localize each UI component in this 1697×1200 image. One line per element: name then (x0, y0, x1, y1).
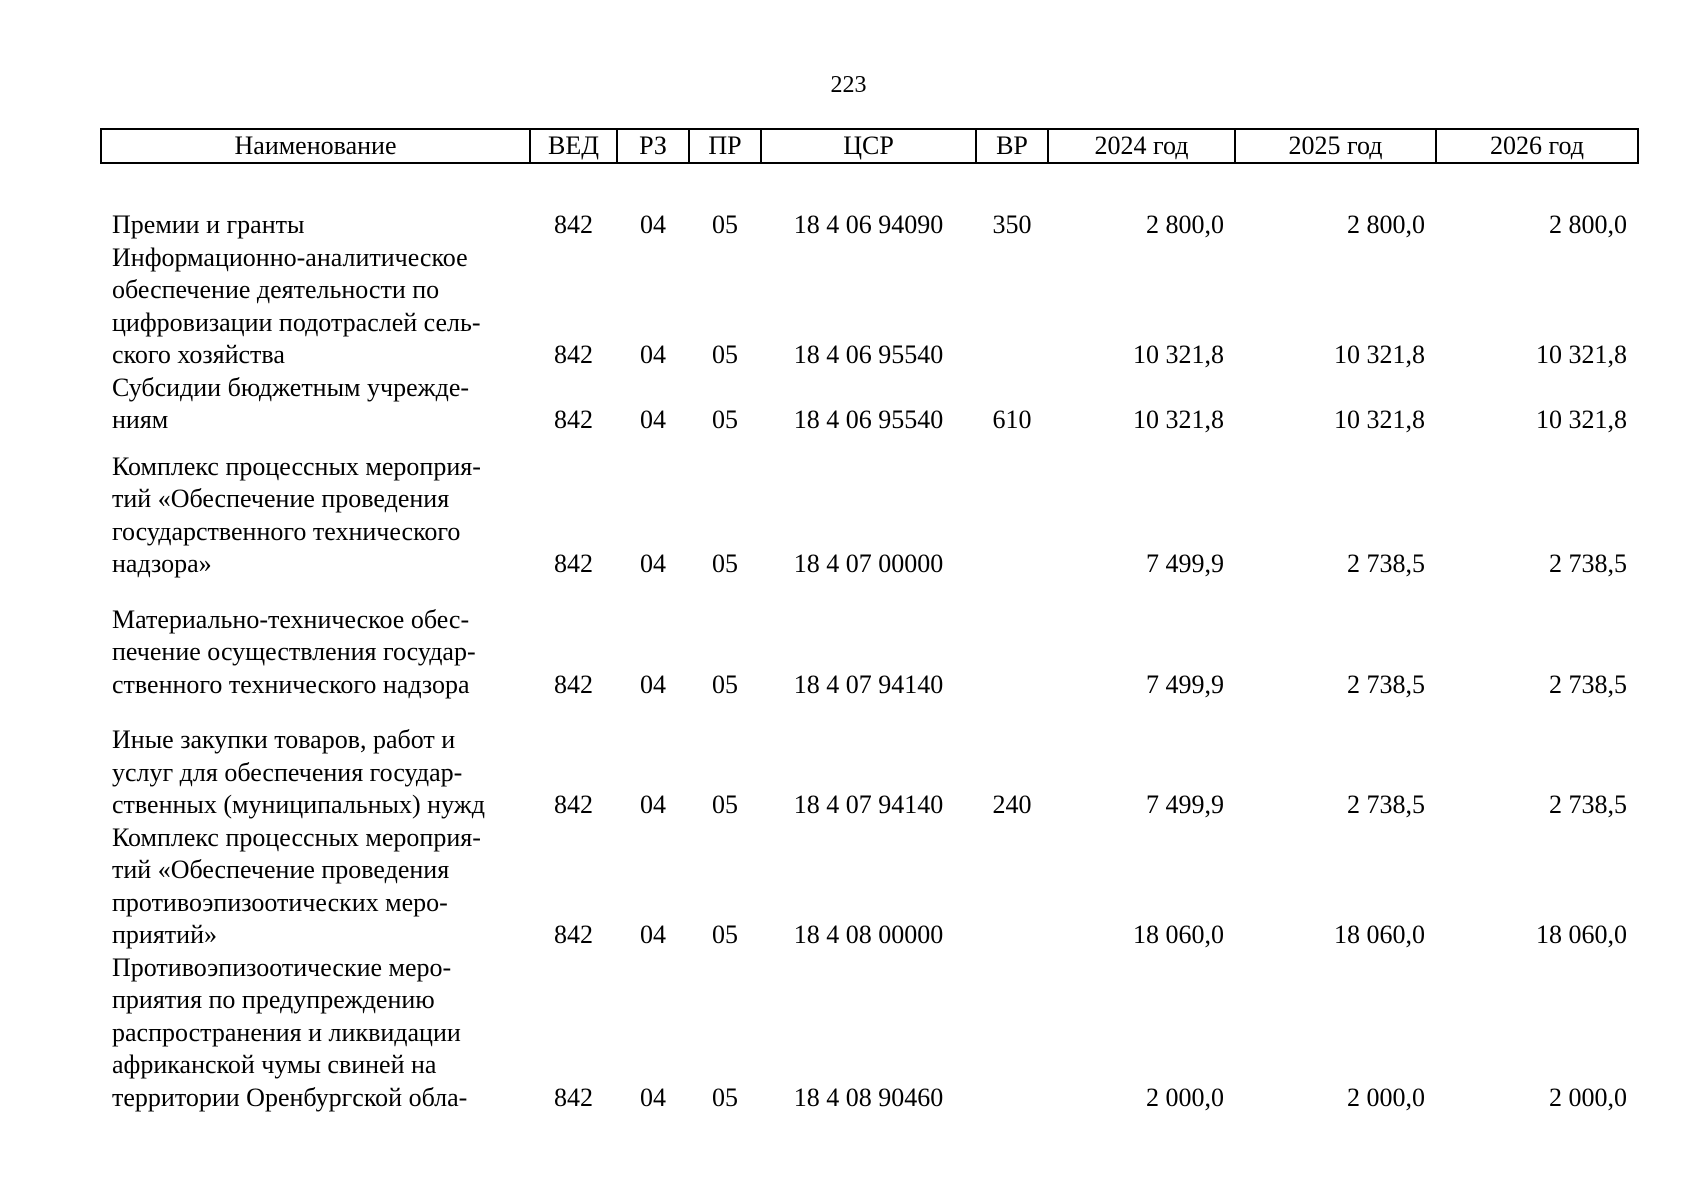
cell-2024: 7 499,9 (1146, 669, 1224, 699)
header-2026: 2026 год (1436, 129, 1638, 163)
table-row (101, 209, 1638, 242)
table-row (101, 372, 1638, 437)
cell-2026: 2 738,5 (1549, 549, 1627, 578)
cell-2025: 2 738,5 (1347, 669, 1425, 699)
cell-rz: 04 (640, 920, 666, 949)
cell-2024: 7 499,9 (1146, 790, 1224, 819)
cell-rz: 04 (640, 340, 666, 369)
table-row (101, 451, 1638, 581)
header-2024: 2024 год (1048, 129, 1235, 163)
cell-pr: 05 (712, 790, 738, 819)
cell-2024: 10 321,8 (1133, 340, 1224, 369)
cell-csr: 18 4 07 94140 (793, 790, 944, 819)
cell-name: Субсидии бюджетным учрежде- ниям (112, 372, 470, 434)
cell-ved: 842 (554, 790, 593, 819)
table-row (101, 724, 1638, 822)
header-name: Наименование (101, 129, 530, 163)
cell-vr (976, 604, 1048, 702)
cell-vr (976, 952, 1048, 1115)
cell-name: Иные закупки товаров, работ и услуг для обеспечения государ- ственных (муниципальных) нужд (112, 725, 485, 819)
cell-name: Информационно-аналитическое обеспечение деятельности по цифровизации подотраслей сель- ского хозяйства (112, 242, 481, 369)
cell-name: Материально-техническое обес- печение осуществления государ- ственного технического надзора (112, 604, 476, 699)
cell-rz: 04 (640, 669, 666, 699)
cell-ved: 842 (554, 1082, 593, 1112)
page-number: 223 (830, 72, 867, 98)
cell-rz: 04 (640, 405, 666, 434)
cell-csr: 18 4 07 00000 (793, 549, 944, 578)
cell-2026: 18 060,0 (1536, 920, 1627, 949)
cell-2026: 2 738,5 (1549, 669, 1627, 699)
budget-table (100, 128, 1639, 1114)
cell-2024: 18 060,0 (1133, 920, 1224, 949)
cell-pr: 05 (712, 210, 738, 239)
header-csr: ЦСР (761, 129, 976, 163)
cell-2026: 2 800,0 (1549, 210, 1627, 239)
table-body (101, 163, 1638, 1114)
cell-2024: 7 499,9 (1146, 549, 1224, 578)
table-row (101, 952, 1638, 1115)
cell-rz: 04 (640, 1082, 666, 1112)
cell-2025: 2 800,0 (1347, 210, 1425, 239)
cell-csr: 18 4 06 95540 (793, 405, 944, 434)
header-pr: ПР (689, 129, 761, 163)
cell-vr: 610 (992, 405, 1032, 434)
cell-ved: 842 (554, 669, 593, 699)
table-row (101, 822, 1638, 952)
cell-2026: 2 000,0 (1549, 1082, 1627, 1112)
cell-2024: 2 800,0 (1146, 210, 1224, 239)
cell-pr: 05 (712, 669, 738, 699)
cell-csr: 18 4 08 00000 (793, 920, 944, 949)
cell-2026: 10 321,8 (1536, 340, 1627, 369)
cell-csr: 18 4 07 94140 (793, 669, 944, 699)
cell-2024: 2 000,0 (1146, 1082, 1224, 1112)
header-ved: ВЕД (530, 129, 617, 163)
cell-ved: 842 (554, 405, 593, 434)
header-2025: 2025 год (1235, 129, 1436, 163)
cell-2026: 10 321,8 (1536, 405, 1627, 434)
cell-ved: 842 (554, 920, 593, 949)
header-rz: РЗ (617, 129, 689, 163)
cell-ved: 842 (554, 210, 593, 239)
table-header-row (101, 129, 1638, 163)
cell-2025: 2 738,5 (1347, 790, 1425, 819)
table-row (101, 242, 1638, 372)
cell-pr: 05 (712, 405, 738, 434)
cell-rz: 04 (640, 790, 666, 819)
cell-2025: 2 738,5 (1347, 549, 1425, 578)
cell-vr (976, 242, 1048, 372)
header-vr: ВР (976, 129, 1048, 163)
cell-csr: 18 4 06 94090 (793, 210, 944, 239)
cell-pr: 05 (712, 549, 738, 578)
cell-vr (976, 451, 1048, 581)
table-row (101, 604, 1638, 702)
cell-2025: 2 000,0 (1347, 1082, 1425, 1112)
cell-rz: 04 (640, 549, 666, 578)
cell-csr: 18 4 06 95540 (793, 340, 944, 369)
cell-name: Комплекс процессных мероприя- тий «Обеспечение проведения государственного технического надзора» (112, 451, 481, 578)
cell-ved: 842 (554, 340, 593, 369)
cell-vr (976, 822, 1048, 952)
cell-name: Противоэпизоотические меро- приятия по предупреждению распространения и ликвидации африканской чумы свиней на территории Оренбургской обла- (112, 952, 468, 1112)
cell-2026: 2 738,5 (1549, 790, 1627, 819)
cell-pr: 05 (712, 1082, 738, 1112)
cell-name: Премии и гранты (112, 210, 305, 239)
cell-2025: 18 060,0 (1334, 920, 1425, 949)
cell-vr: 350 (992, 210, 1032, 239)
cell-pr: 05 (712, 920, 738, 949)
cell-2025: 10 321,8 (1334, 340, 1425, 369)
cell-name: Комплекс процессных мероприя- тий «Обеспечение проведения противоэпизоотических меро- приятий» (112, 822, 481, 949)
cell-pr: 05 (712, 340, 738, 369)
cell-2024: 10 321,8 (1133, 405, 1224, 434)
cell-vr: 240 (992, 790, 1032, 819)
cell-rz: 04 (640, 210, 666, 239)
cell-ved: 842 (554, 549, 593, 578)
cell-2025: 10 321,8 (1334, 405, 1425, 434)
cell-csr: 18 4 08 90460 (793, 1082, 944, 1112)
